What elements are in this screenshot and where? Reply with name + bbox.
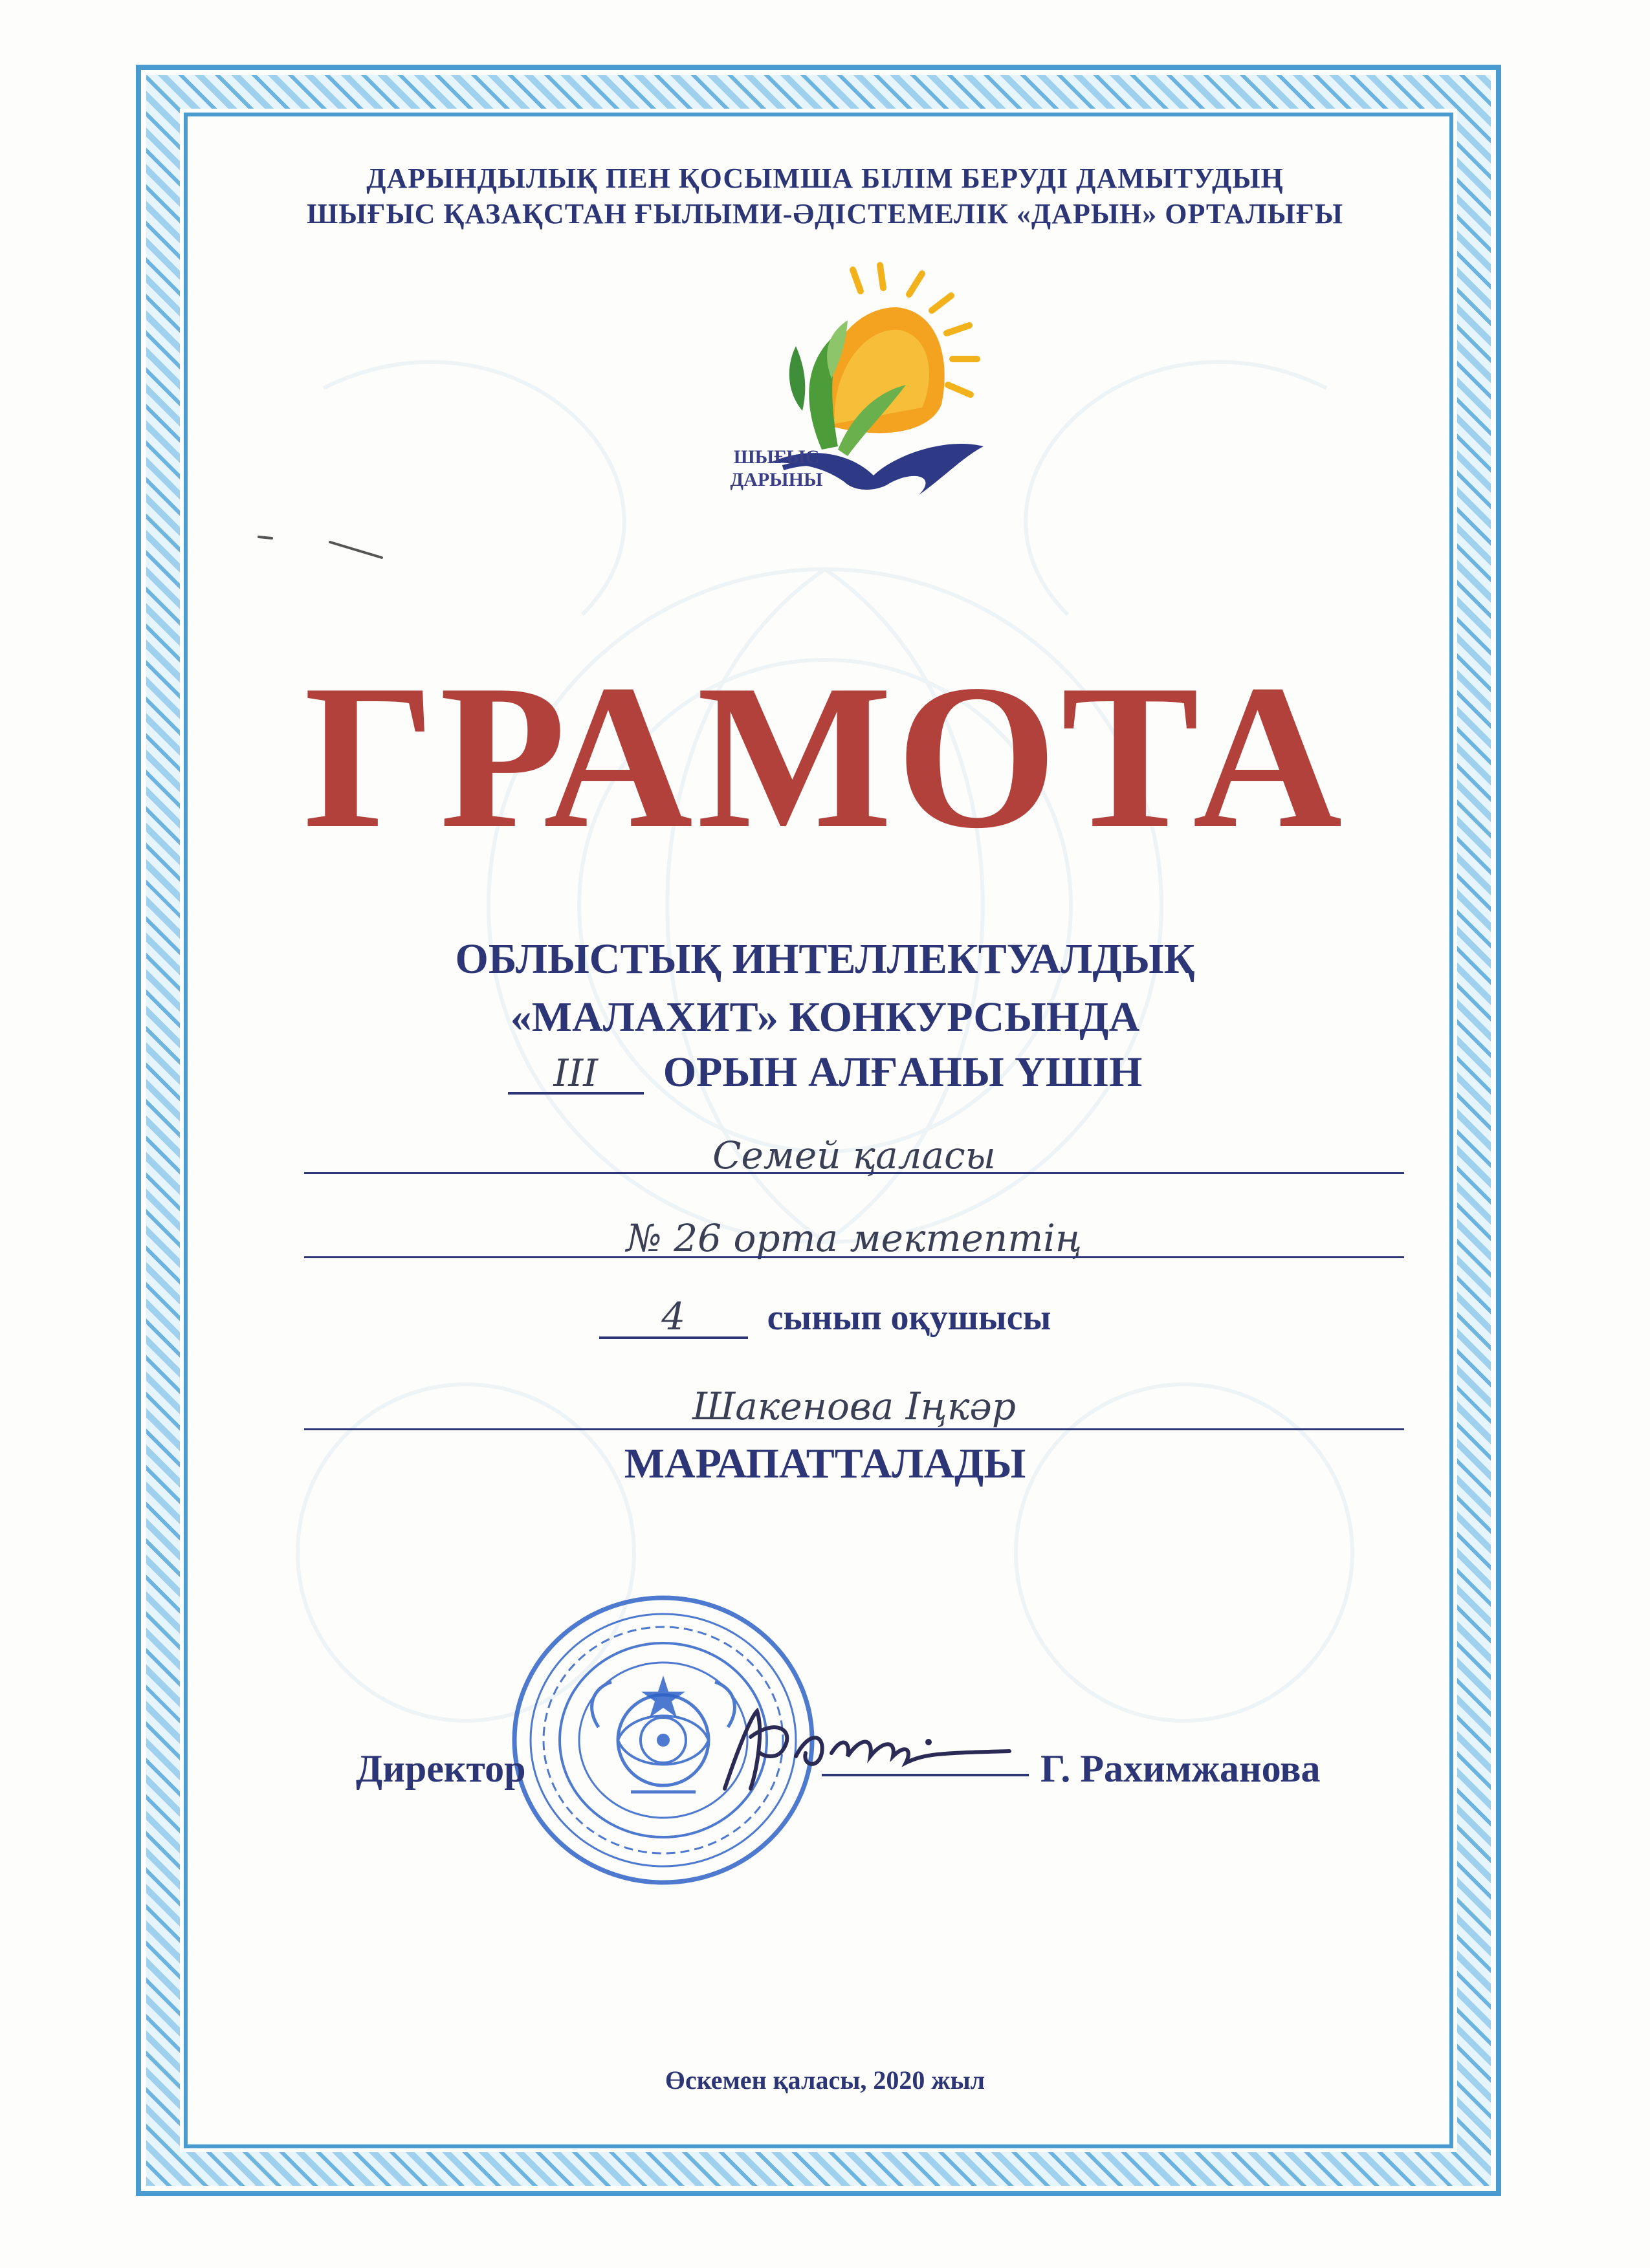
grade-handwritten: 4: [599, 1297, 748, 1339]
header-line-1: ДАРЫНДЫЛЫҚ ПЕН ҚОСЫМША БІЛІМ БЕРУДІ ДАМЫТУДЫҢ: [366, 162, 1284, 194]
logo-text-line-2: ДАРЫНЫ: [730, 469, 823, 490]
name-field: [304, 1384, 1404, 1428]
award-line-3-row: [194, 1048, 1456, 1097]
school-field: [304, 1216, 1404, 1260]
place-handwritten: III: [508, 1054, 644, 1095]
award-line-3: ОРЫН АЛҒАНЫ ҮШІН: [663, 1049, 1143, 1096]
header-line-2: ШЫҒЫС ҚАЗАҚСТАН ҒЫЛЫМИ-ӘДІСТЕМЕЛІК «ДАРЫН» ОРТАЛЫҒЫ: [306, 198, 1344, 230]
scan-smudge: [252, 524, 395, 563]
awarded-text: МАРАПАТТАЛАДЫ: [624, 1440, 1026, 1487]
city-handwritten: Семей қаласы: [712, 1133, 996, 1177]
award-line-2: «МАЛАХИТ» КОНКУРСЫНДА: [510, 994, 1140, 1041]
school-rule: [304, 1256, 1404, 1258]
city-rule: [304, 1172, 1404, 1174]
school-handwritten: № 26 орта мектептің: [626, 1216, 1083, 1260]
recipient-name-handwritten: Шакенова Іңкәр: [692, 1384, 1016, 1428]
grade-row: [194, 1294, 1456, 1339]
grade-label: сынып оқушысы: [767, 1298, 1051, 1338]
director-label: Директор: [356, 1747, 526, 1790]
city-field: [304, 1133, 1404, 1177]
name-rule: [304, 1428, 1404, 1430]
certificate-title: ГРАМОТА: [303, 642, 1347, 871]
award-line-1: ОБЛЫСТЫҚ ИНТЕЛЛЕКТУАЛДЫҚ: [455, 935, 1195, 983]
handwritten-signature: [712, 1692, 1022, 1808]
footer-place-date: Өскемен қаласы, 2020 жыл: [665, 2066, 985, 2095]
director-name: Г. Рахимжанова: [1040, 1747, 1321, 1790]
logo-text-line-1: ШЫҒЫС: [733, 446, 820, 468]
